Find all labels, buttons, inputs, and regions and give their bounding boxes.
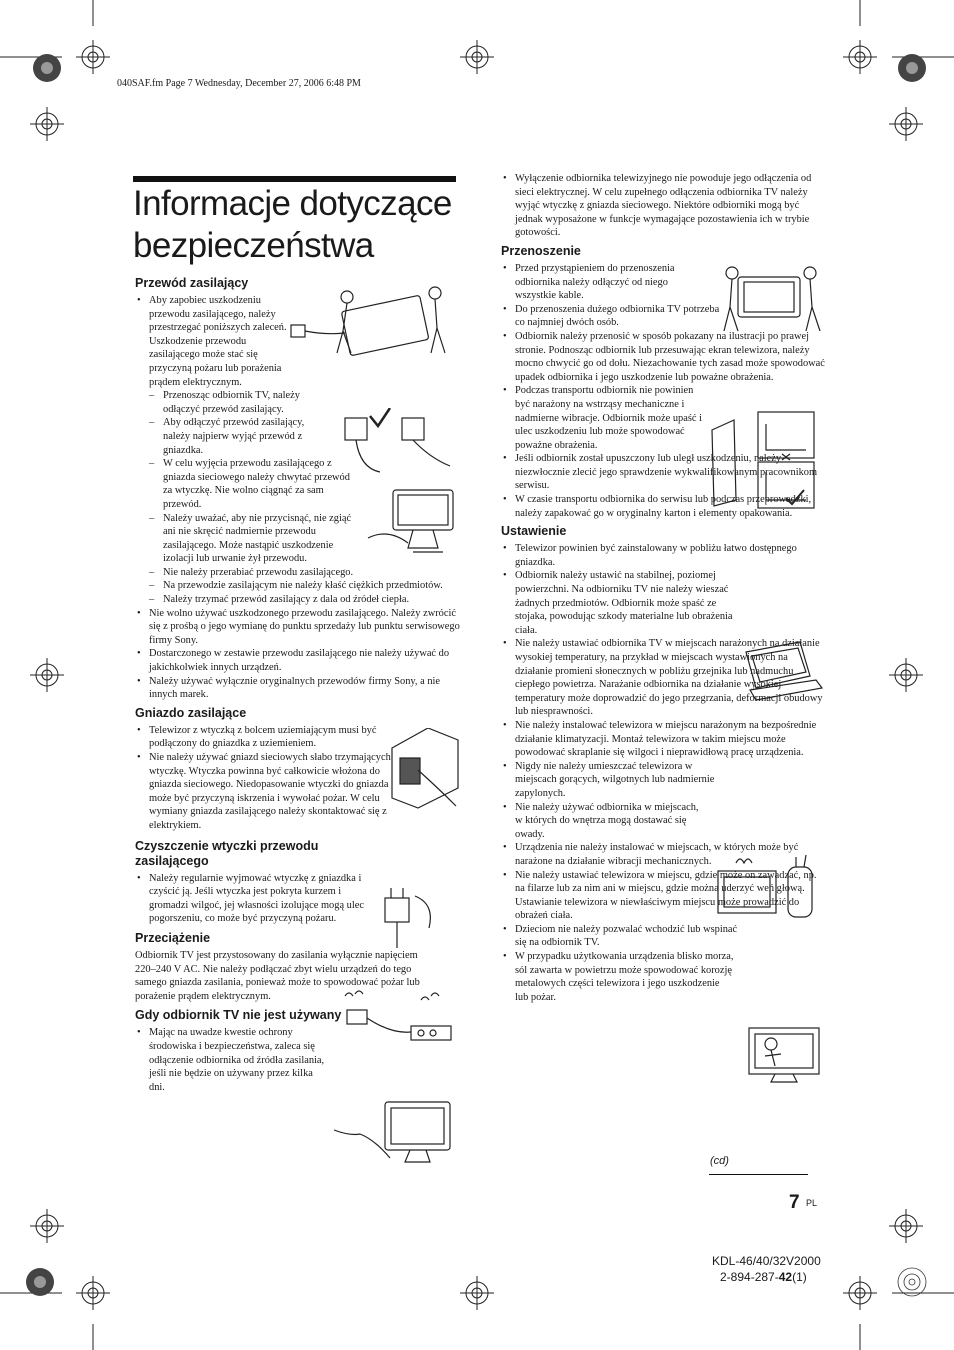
page-title: Informacje dotyczące bezpieczeństwa bbox=[133, 184, 452, 265]
continued-rule bbox=[709, 1174, 808, 1175]
color-target-bl bbox=[26, 1268, 54, 1296]
crosshair-tr bbox=[843, 40, 877, 74]
section-heading-power-cord: Przewód zasilający bbox=[135, 276, 249, 290]
list-item: • Nigdy nie należy umieszczać telewizora w miejscach gorących, wilgotnych lub nadmiernie zapylonych. bbox=[501, 760, 725, 801]
list-item: – Nie należy przerabiać przewodu zasilającego. bbox=[149, 566, 460, 580]
crosshair-tr2 bbox=[889, 107, 923, 141]
list-item: • Nie należy instalować telewizora w miejscu narażonym na bezpośrednie działanie klimatyzacji. Montaż telewizora w takim miejscu może powodować skraplanie się wilgoci i nieprawidłową pracę urządzenia. bbox=[501, 719, 826, 760]
section-heading-unused: Gdy odbiornik TV nie jest używany bbox=[135, 1008, 342, 1023]
carry-tv-two-people-illustration bbox=[714, 263, 826, 335]
tv-cord-illustration bbox=[358, 488, 460, 573]
list-item: • Wyłączenie odbiornika telewizyjnego nie powoduje jego odłączenia od sieci elektrycznej. W celu zupełnego odłączenia odbiornika TV należy wyjąć wtyczkę z gniazda sieciowego. Niektóre odbiorniki mogą być jednak wyposażone w funkcje wymagające pozostawienia ich w trybie gotowości. bbox=[501, 172, 826, 240]
list-item: • W przypadku użytkowania urządzenia blisko morza, sól zawarta w powietrzu może spowodować korozję metalowych części telewizora i jego uszkodzenie lub pożar. bbox=[501, 950, 735, 1004]
code-suffix: (1) bbox=[792, 1270, 807, 1284]
code-bold: 42 bbox=[778, 1270, 793, 1284]
list-item: • Dostarczonego w zestawie przewodu zasilającego nie należy używać do jakichkolwiek innych urządzeń. bbox=[135, 647, 460, 674]
list-item: • Odbiornik należy ustawić na stabilnej, poziomej powierzchni. Na odbiorniku TV nie należy wieszać żadnych przedmiotów. Odbiornik może spaść ze stojaka, powodując szkody materialne lub obrażenia ciała. bbox=[501, 569, 735, 637]
list-item: • Odbiornik należy przenosić w sposób pokazany na ilustracji po prawej stronie. Podnosząc odbiornik lub przesuwając ekran telewizora, należy mocno chwycić go od dołu. Niezachowanie tych zasad może spowodować upadek odbiornika i jego uszkodzenie lub poważne obrażenia. bbox=[501, 330, 826, 384]
left-column bbox=[135, 272, 460, 1094]
overload-paragraph: Odbiornik TV jest przystosowany do zasilania wyłącznie napięciem 220–240 V AC. Nie należy podłączać zbyt wielu urządzeń do tego samego gniazda zasilania, ponieważ może to spowodować pożar lub porażenie prądem elektrycznym. bbox=[135, 949, 420, 1002]
section-heading-cleaning: Czyszczenie wtyczki przewodu zasilającego bbox=[135, 838, 319, 868]
crosshair-mr bbox=[889, 658, 923, 692]
holding-tv-bottom-illustration bbox=[706, 410, 818, 510]
list-item: – Przenosząc odbiornik TV, należy odłączyć przewód zasilający. bbox=[149, 389, 333, 416]
list-item: • Nie należy ustawiać telewizora w miejscu, gdzie może on zawadzać, np. na filarze lub za nim ani w miejscu, gdzie można uderzyć weń głową. Ustawianie telewizora w niewłaściwym miejscu może prowadzić do obrażeń ciała. bbox=[501, 869, 826, 923]
crosshair-br2 bbox=[889, 1209, 923, 1243]
grounded-outlet-illustration bbox=[388, 728, 460, 813]
crosshair-br bbox=[843, 1276, 877, 1310]
crosshair-bl bbox=[30, 1209, 64, 1243]
crosshair-tc bbox=[460, 40, 494, 74]
list-item: • Nie należy ustawiać odbiornika TV w miejscach narażonych na działanie wysokiej temperatury, na przykład w miejscach wystawionych na działanie promieni słonecznych w pobliżu grzejnika lub nadmuchu ciepłego powietrza. Narażanie odbiornika na działanie wysokiej temperatury może doprowadzić do jego przegrzania, deformacji obudowy lub niesprawności. bbox=[501, 637, 826, 719]
list-item: • Nie należy używać gniazd sieciowych słabo trzymających wtyczkę. Wtyczka powinna być całkowicie włożona do gniazda sieciowego. Niedopasowanie wtyczki do gniazda może być przyczyną iskrzenia i wywołać pożar. W celu wymiany gniazda zasilającego należy skontaktować się z elektrykiem. bbox=[135, 751, 399, 833]
crosshair-bl2 bbox=[76, 1276, 110, 1310]
hot-humid-illustration bbox=[716, 853, 826, 925]
list-item: • Telewizor z wtyczką z bolcem uziemiającym musi być podłączony do gniazdka z uziemieniem. bbox=[135, 724, 381, 751]
section-heading-placement: Ustawienie bbox=[501, 524, 567, 539]
list-item: • Nie należy używać odbiornika w miejscach, w których do wnętrza mogą dostawać się owady. bbox=[501, 801, 705, 842]
model-number: KDL-46/40/32V2000 bbox=[712, 1254, 821, 1268]
list-item: • Telewizor powinien być zainstalowany w pobliżu łatwo dostępnego gniazdka. bbox=[501, 542, 826, 569]
color-target-br bbox=[898, 1268, 926, 1296]
list-item: – Na przewodzie zasilającym nie należy kłaść ciężkich przedmiotów. bbox=[149, 579, 460, 593]
carry-tv-unplug-illustration bbox=[285, 283, 460, 358]
color-target-tl bbox=[33, 54, 61, 82]
list-item: – Należy uważać, aby nie przycisnąć, nie zgiąć ani nie skręcić nadmiernie przewodu zasilającego. Może nastąpić uszkodzenie izolacji lub urwanie żył przewodu. bbox=[149, 512, 353, 566]
plug-cleaning-illustration bbox=[375, 878, 447, 950]
tv-unplugged-illustration bbox=[330, 1100, 460, 1170]
list-item: • Należy używać wyłącznie oryginalnych przewodów firmy Sony, a nie innych marek. bbox=[135, 675, 460, 702]
list-item: – Należy trzymać przewód zasilający z dala od źródeł ciepła. bbox=[149, 593, 460, 607]
unplug-check-illustration bbox=[340, 408, 460, 478]
crosshair-bc bbox=[460, 1276, 494, 1310]
section-heading-overload: Przeciążenie bbox=[135, 930, 211, 945]
list-item: • Dzieciom nie należy pozwalać wchodzić lub wspinać się na odbiornik TV. bbox=[501, 923, 745, 950]
page-number: 7 bbox=[789, 1192, 800, 1213]
crosshair-tl bbox=[76, 40, 110, 74]
title-rule bbox=[133, 176, 456, 182]
list-item: • Mając na uwadze kwestie ochrony środowiska i bezpieczeństwa, zaleca się odłączenie odbiornika od źródła zasilania, jeśli nie będzie on używany przez kilka dni. bbox=[135, 1026, 329, 1094]
page-language: PL bbox=[806, 1198, 818, 1208]
crosshair-tl2 bbox=[30, 107, 64, 141]
section-heading-moving: Przenoszenie bbox=[501, 243, 581, 258]
list-item: • Należy regularnie wyjmować wtyczkę z gniazdka i czyścić ją. Jeśli wtyczka jest pokryta kurzem i gromadzi wilgoć, jej własności izolujące mogą ulec pogorszeniu, co może być przyczyną pożaru. bbox=[135, 872, 369, 926]
list-item: • Przed przystąpieniem do przenoszenia odbiornika należy odłączyć od niego wszystkie kable. bbox=[501, 262, 710, 303]
list-item: • W czasie transportu odbiornika do serwisu lub podczas przeprowadzki, należy zapakować go w oryginalny karton i elementy opakowania. bbox=[501, 493, 826, 520]
stable-surface-illustration bbox=[740, 640, 825, 702]
code-prefix: 2-894-287- bbox=[720, 1270, 779, 1284]
crosshair-ml bbox=[30, 658, 64, 692]
document-code bbox=[720, 1270, 807, 1284]
list-item: • Nie wolno używać uszkodzonego przewodu zasilającego. Należy zwrócić się z prośbą o jego wymianę do punktu sprzedaży lub punktu serwisowego firmy Sony. bbox=[135, 607, 460, 648]
list-item-text: • Aby zapobiec uszkodzeniu przewodu zasilającego, należy przestrzegać poniższych zaleceń. Uszkodzenie przewodu zasilającego może stać się przyczyną pożaru lub porażenia prądem elektrycznym. bbox=[149, 295, 287, 388]
list-item: – Aby odłączyć przewód zasilający, należy najpierw wyjąć przewód z gniazdka. bbox=[149, 416, 333, 457]
list-item: • Do przenoszenia dużego odbiornika TV potrzeba co najmniej dwóch osób. bbox=[501, 303, 725, 330]
overload-illustration bbox=[341, 990, 461, 1052]
color-target-tr bbox=[898, 54, 926, 82]
child-climbing-illustration bbox=[745, 1026, 825, 1086]
section-heading-outlet: Gniazdo zasilające bbox=[135, 705, 247, 720]
file-header-info: 040SAF.fm Page 7 Wednesday, December 27, 2006 6:48 PM bbox=[117, 78, 361, 89]
list-item: • Jeśli odbiornik został upuszczony lub uległ uszkodzeniu, należy niezwłocznie zlecić jego sprawdzenie wykwalifikowanym pracownikom serwisu. bbox=[501, 452, 826, 493]
list-item: • Podczas transportu odbiornik nie powinien być narażony na wstrząsy mechaniczne i nadmierne wibracje. Odbiornik może upaść i ulec uszkodzeniu lub może spowodować poważne obrażenia. bbox=[501, 384, 705, 452]
list-item: – W celu wyjęcia przewodu zasilającego z gniazda sieciowego należy chwytać przewód za wtyczkę. Nie wolno ciągnąć za sam przewód. bbox=[149, 457, 353, 511]
continued-label: (cd) bbox=[710, 1155, 729, 1167]
list-item: • Urządzenia nie należy instalować w miejscach, w których może być narażone na działanie wibracji mechanicznych. bbox=[501, 841, 826, 868]
